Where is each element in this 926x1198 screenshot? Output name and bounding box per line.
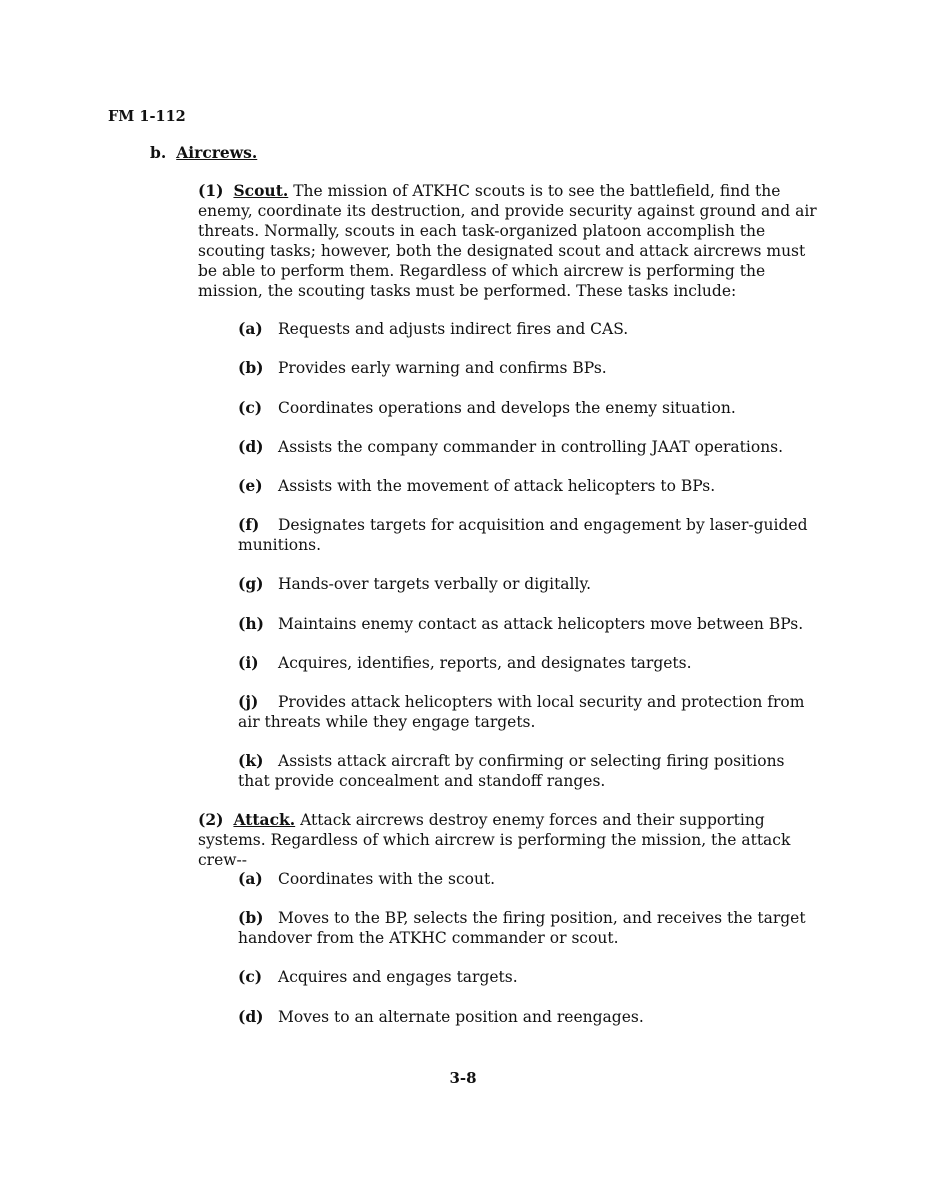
item-label: (b)	[238, 908, 264, 927]
section-letter: b.	[150, 143, 167, 162]
scout-paragraph	[108, 181, 818, 301]
attack-text: Attack aircrews destroy enemy forces and their supporting systems. Regardless of which aircrew is performing the mission, the attack crew--	[198, 811, 791, 869]
list-item	[238, 653, 818, 673]
list-item	[238, 437, 818, 457]
item-text: Assists attack aircraft by confirming or selecting firing positions that provide concealment and standoff ranges.	[238, 752, 785, 790]
item-label: (b)	[238, 358, 264, 377]
item-label: (j)	[238, 692, 259, 711]
scout-number: (1)	[198, 181, 224, 200]
item-label: (d)	[238, 1007, 264, 1026]
list-item	[238, 398, 818, 418]
section-title: Aircrews.	[176, 143, 258, 162]
item-text: Maintains enemy contact as attack helicopters move between BPs.	[278, 615, 804, 633]
item-text: Acquires and engages targets.	[278, 968, 518, 986]
list-item	[238, 319, 818, 339]
item-label: (k)	[238, 751, 264, 770]
item-label: (a)	[238, 319, 263, 338]
list-item	[108, 908, 818, 948]
scout-text: The mission of ATKHC scouts is to see the battlefield, find the enemy, coordinate its destruction, and provide security against ground and air threats. Normally, scouts in each task-organized platoon accomplish the scouting tasks; however, both the designated scout and attack aircrews must be able to perform them. Regardless of which aircrew is performing the mission, the scouting tasks must be performed. These tasks include:	[198, 182, 817, 300]
item-text: Provides early warning and confirms BPs.	[278, 359, 607, 377]
item-text: Coordinates with the scout.	[278, 870, 496, 888]
list-item	[238, 574, 818, 594]
list-item	[108, 515, 818, 555]
item-text: Coordinates operations and develops the enemy situation.	[278, 399, 736, 417]
attack-title: Attack.	[233, 810, 296, 829]
attack-paragraph	[108, 810, 818, 870]
list-item	[238, 967, 818, 987]
item-label: (c)	[238, 967, 263, 986]
list-item	[238, 614, 818, 634]
item-text: Requests and adjusts indirect fires and CAS.	[278, 320, 629, 338]
attack-number: (2)	[198, 810, 224, 829]
item-text: Designates targets for acquisition and engagement by laser-guided munitions.	[238, 516, 808, 554]
item-label: (h)	[238, 614, 264, 633]
item-label: (e)	[238, 476, 263, 495]
item-label: (g)	[238, 574, 264, 593]
list-item	[238, 1007, 818, 1027]
page-header: FM 1-112	[108, 108, 186, 125]
item-text: Assists the company commander in controlling JAAT operations.	[278, 438, 784, 456]
item-text: Provides attack helicopters with local security and protection from air threats while they engage targets.	[238, 693, 805, 731]
item-label: (f)	[238, 515, 260, 534]
list-item	[238, 476, 818, 496]
item-text: Moves to an alternate position and reengages.	[278, 1008, 644, 1026]
list-item	[108, 692, 818, 732]
section-heading-aircrews	[150, 143, 257, 163]
item-text: Acquires, identifies, reports, and designates targets.	[278, 654, 692, 672]
item-label: (c)	[238, 398, 263, 417]
item-label: (d)	[238, 437, 264, 456]
item-text: Moves to the BP, selects the firing position, and receives the target handover from the ATKHC commander or scout.	[238, 909, 806, 947]
list-item	[238, 358, 818, 378]
item-text: Hands-over targets verbally or digitally.	[278, 575, 592, 593]
page-number: 3-8	[449, 1069, 477, 1087]
item-label: (i)	[238, 653, 259, 672]
item-text: Assists with the movement of attack helicopters to BPs.	[278, 477, 716, 495]
item-label: (a)	[238, 869, 263, 888]
list-item	[238, 869, 818, 889]
list-item	[108, 751, 818, 791]
scout-title: Scout.	[233, 181, 289, 200]
